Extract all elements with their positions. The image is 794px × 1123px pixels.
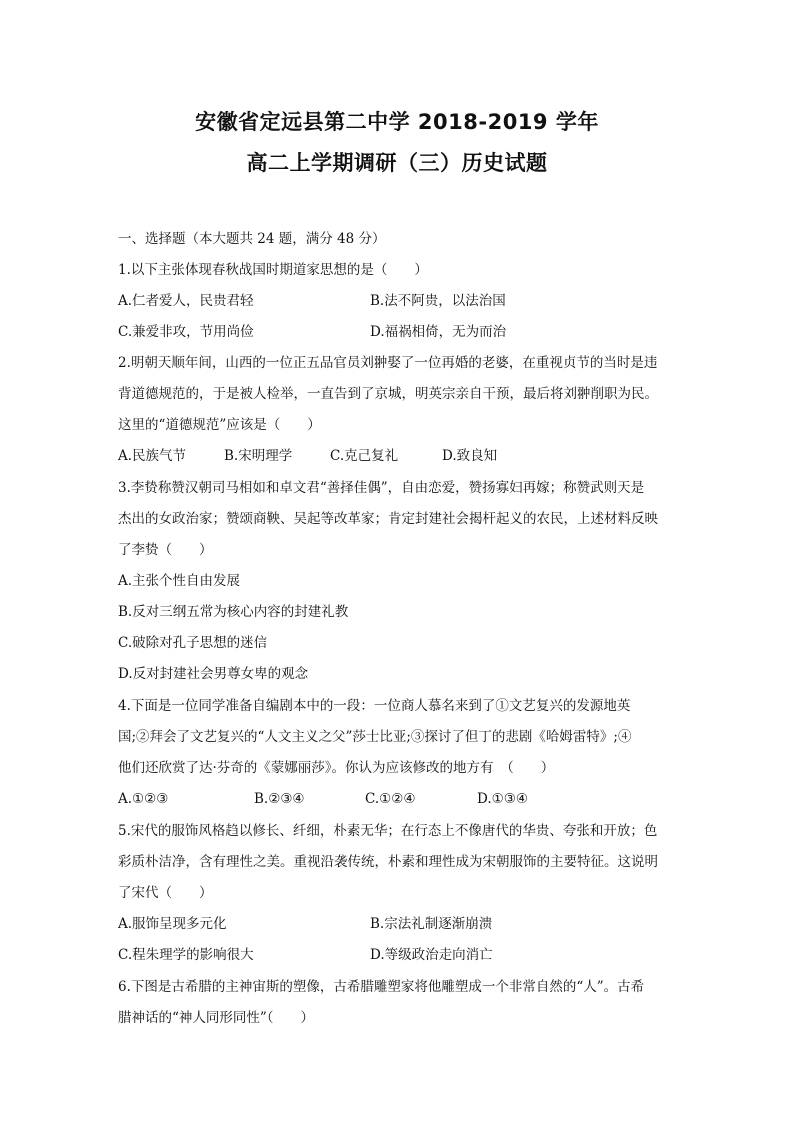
question-2-stem-line3: 这里的“道德规范”应该是（ ） [118,417,321,433]
question-5-stem-line2: 彩质朴洁净，含有理性之美。重视沿袭传统，朴素和理性成为宋朝服饰的主要特征。这说明 [118,854,658,870]
question-6-stem-line2: 腊神话的“神人同形同性”（ ） [118,1010,315,1026]
question-4-stem-line2: 国;②拜会了文艺复兴的“人文主义之父”莎士比亚;③探讨了但丁的悲剧《哈姆雷特》;④ [118,729,632,745]
question-1-option-b: B.法不阿贵，以法治国 [370,293,506,309]
question-3-option-c: C.破除对孔子思想的迷信 [118,635,268,651]
question-4-stem-line1: 4.下面是一位同学准备自编剧本中的一段：一位商人慕名来到了①文艺复兴的发源地英 [118,698,631,714]
question-5-stem-line3: 了宋代（ ） [118,885,213,901]
question-3-stem-line3: 了李贽（ ） [118,542,213,558]
question-3-option-a: A.主张个性自由发展 [118,573,241,589]
question-2-option-c: C.克己复礼 [330,448,399,464]
question-2-option-d: D.致良知 [442,448,498,464]
question-4-option-a: A.①②③ [118,791,169,807]
question-5-option-c: C.程朱理学的影响很大 [118,947,254,963]
question-5-stem-line1: 5.宋代的服饰风格趋以修长、纤细，朴素无华；在行态上不像唐代的华贵、夸张和开放；色 [118,823,658,839]
question-1-option-d: D.福祸相倚，无为而治 [370,324,507,340]
question-6-stem-line1: 6.下图是古希腊的主神宙斯的塑像，古希腊雕塑家将他雕塑成一个非常自然的“人”。古希 [118,979,645,995]
question-2-stem-line1: 2.明朝天顺年间，山西的一位正五品官员刘翀娶了一位再婚的老婆，在重视贞节的当时是违 [118,355,658,371]
question-3-option-b: B.反对三纲五常为核心内容的封建礼教 [118,604,349,620]
exam-title-line1: 安徽省定远县第二中学 2018-2019 学年 [195,110,599,134]
question-1-option-a: A.仁者爱人，民贵君轻 [118,293,254,309]
question-2-option-b: B.宋明理学 [224,448,293,464]
question-5-option-d: D.等级政治走向消亡 [370,947,493,963]
question-4-option-b: B.②③④ [254,791,305,807]
question-4-stem-line3: 他们还欣赏了达·芬奇的《蒙娜丽莎》。你认为应该修改的地方有 （ ） [118,760,555,776]
question-4-option-c: C.①②④ [365,791,416,807]
question-3-stem-line2: 杰出的女政治家；赞颂商鞅、吴起等改革家；肯定封建社会揭杆起义的农民，上述材料反映 [118,511,658,527]
question-1-stem: 1.以下主张体现春秋战国时期道家思想的是（ ） [118,262,428,278]
question-5-option-a: A.服饰呈现多元化 [118,916,227,932]
section-heading: 一、选择题（本大题共 24 题，满分 48 分） [118,231,386,247]
question-4-option-d: D.①③④ [477,791,528,807]
question-1-option-c: C.兼爱非攻，节用尚俭 [118,324,254,340]
question-5-option-b: B.宗法礼制逐渐崩溃 [370,916,493,932]
question-3-option-d: D.反对封建社会男尊女卑的观念 [118,666,309,682]
question-3-stem-line1: 3.李贽称赞汉朝司马相如和卓文君“善择佳偶”，自由恋爱，赞扬寡妇再嫁；称赞武则天是 [118,480,645,496]
question-2-option-a: A.民族气节 [118,448,187,464]
exam-title-line2: 高二上学期调研（三）历史试题 [246,151,548,175]
question-2-stem-line2: 背道德规范的，于是被人检举，一直告到了京城，明英宗亲自干预，最后将刘翀削职为民。 [118,386,658,402]
